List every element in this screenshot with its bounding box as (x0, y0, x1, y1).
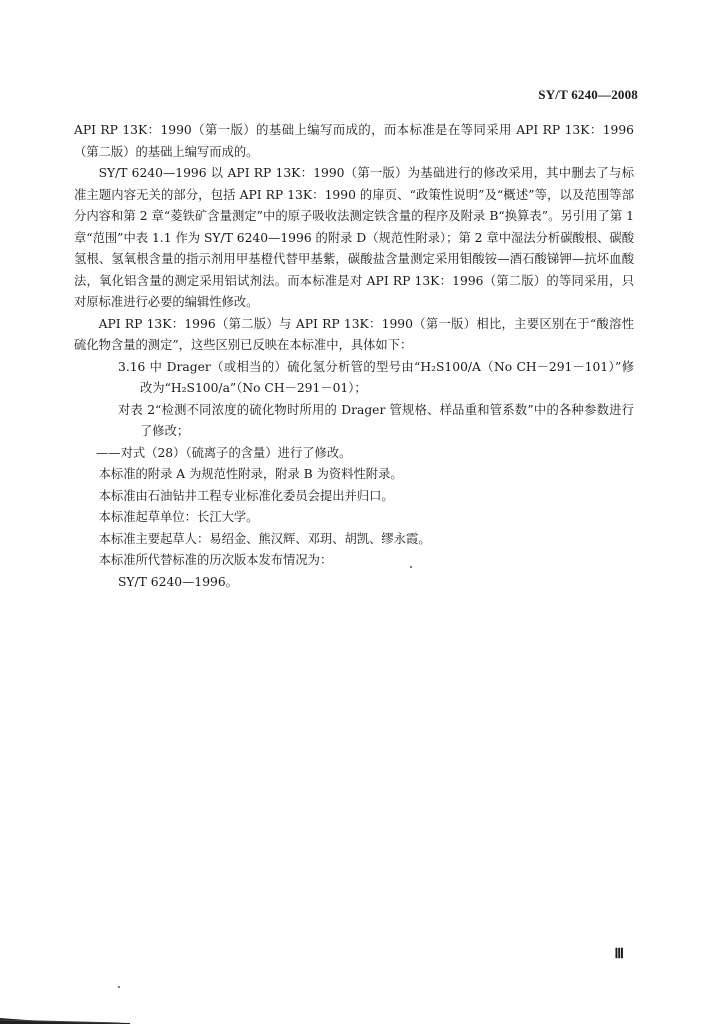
standard-code-header: SY/T 6240—2008 (538, 87, 638, 102)
paragraph-drafting-unit: 本标准起草单位：长江大学。 (98, 510, 259, 524)
scan-speck (410, 566, 412, 568)
list-item-table2-change: 对表 2“检测不同浓度的硫化物时所用的 Drager 管规格、样品重和管系数”中的各种参数进行了修改； (118, 402, 634, 438)
foreword-body (74, 120, 634, 593)
paragraph-appendix-info: 本标准的附录 A 为规范性附录，附录 B 为资料性附录。 (98, 467, 403, 481)
scan-speck (118, 986, 120, 988)
paragraph-previous-editions: 本标准所代替标准的历次版本发布情况为： (98, 553, 333, 567)
list-item-formula-change: ——对式（28）（硫离子的含量）进行了修改。 (96, 445, 352, 460)
paragraph-continuation: API RP 13K：1990（第一版）的基础上编写而成的，而本标准是在等同采用 API RP 13K：1996（第二版）的基础上编写而成的。 (74, 123, 634, 159)
list-item-drager-change: 3.16 中 Drager（或相当的）硫化氢分析管的型号由“H₂S100/A（No CH－291－101）”修改为“H₂S100/a”（No CH－291－01）； (118, 359, 634, 395)
paragraph-drafters: 本标准主要起草人：易绍金、熊汉辉、邓玥、胡凯、缪永霞。 (98, 531, 431, 546)
paragraph-proposer: 本标准由石油钻井工程专业标准化委员会提出并归口。 (98, 488, 394, 503)
paragraph-modification-history: SY/T 6240—1996 以 API RP 13K：1990（第一版）为基础进行的修改采用，其中删去了与标准主题内容无关的部分，包括 API RP 13K：1990 的扉页、“政策性说明”及“概述”等，以及范围等部分内容和第 2 章“菱铁矿含量测定”中的原子吸收法测定铁含量的程序及附录 B“换算表”。另引用了第 1 章“范围”中表 1.1 作为 SY/T 6240—1996 的附录 D（规范性附录）；第 2 章中湿法分析碳酸根、碳酸氢根、氢氧根含量的指示剂用甲基橙代替甲基紫，碳酸盐含量测定采用钼酸铵—酒石酸锑钾—抗坏血酸法，氧化铝含量的测定采用铝试剂法。而本标准是对 API RP 13K：1996（第二版）的等同采用，只对原标准进行必要的编辑性修改。 (74, 166, 634, 309)
page-number: Ⅲ (614, 947, 624, 962)
scan-edge-mark (0, 1012, 130, 1024)
paragraph-version-comparison: API RP 13K：1996（第二版）与 API RP 13K：1990（第一版）相比，主要区别在于“酸溶性硫化物含量的测定”，这些区别已反映在本标准中，具体如下： (74, 316, 634, 352)
paragraph-previous-edition-code: SY/T 6240—1996。 (118, 574, 238, 589)
